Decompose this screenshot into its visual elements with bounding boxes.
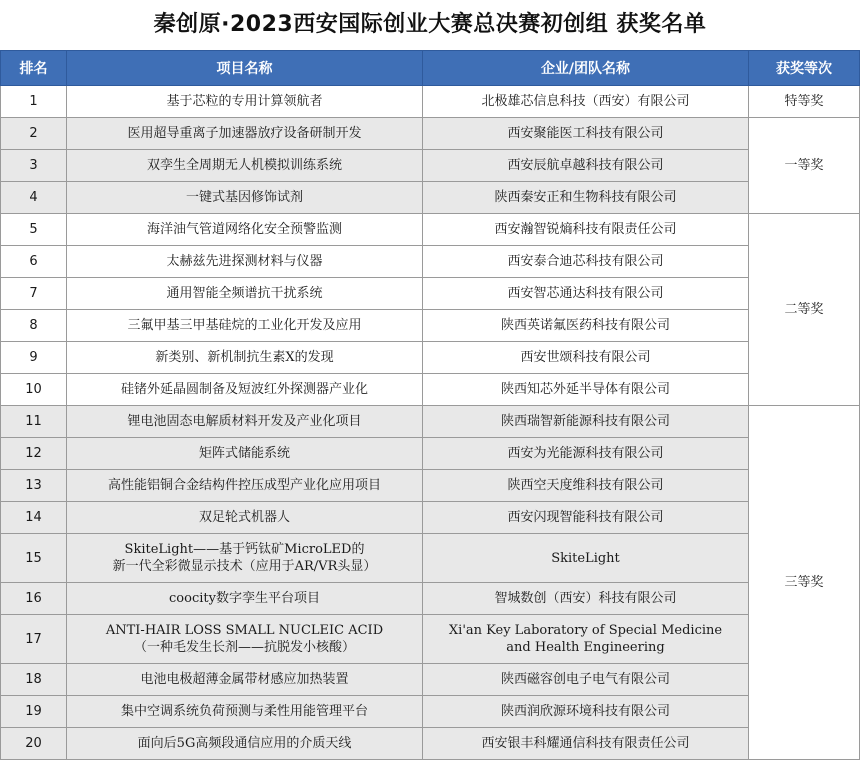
company-cell: 西安智芯通达科技有限公司 [423, 278, 749, 310]
rank-cell: 20 [1, 728, 67, 760]
table-header-row [1, 51, 860, 86]
rank-cell: 19 [1, 696, 67, 728]
table-row [1, 534, 860, 583]
project-cell: coocity数字孪生平台项目 [67, 583, 423, 615]
rank-cell: 1 [1, 86, 67, 118]
project-cell [67, 615, 423, 664]
project-cell: 海洋油气管道网络化安全预警监测 [67, 214, 423, 246]
rank-cell: 10 [1, 374, 67, 406]
table-row [1, 502, 860, 534]
project-cell: 电池电极超薄金属带材感应加热装置 [67, 664, 423, 696]
company-cell: 西安泰合迪芯科技有限公司 [423, 246, 749, 278]
table-row [1, 664, 860, 696]
project-line: ANTI-HAIR LOSS SMALL NUCLEIC ACID [105, 623, 384, 638]
company-cell: 北极雄芯信息科技（西安）有限公司 [423, 86, 749, 118]
header-rank: 排名 [1, 51, 67, 86]
rank-cell: 12 [1, 438, 67, 470]
project-cell: 双孪生全周期无人机模拟训练系统 [67, 150, 423, 182]
award-special: 特等奖 [749, 86, 860, 118]
company-cell: 智城数创（西安）科技有限公司 [423, 583, 749, 615]
table-row [1, 583, 860, 615]
company-cell: 陕西知芯外延半导体有限公司 [423, 374, 749, 406]
table-row [1, 374, 860, 406]
rank-cell: 11 [1, 406, 67, 438]
project-line: SkiteLight——基于钙钛矿MicroLED的 [124, 542, 365, 557]
award-second: 二等奖 [749, 214, 860, 406]
award-third: 三等奖 [749, 406, 860, 760]
rank-cell: 2 [1, 118, 67, 150]
table-row [1, 438, 860, 470]
project-cell: 太赫兹先进探测材料与仪器 [67, 246, 423, 278]
rank-cell: 3 [1, 150, 67, 182]
table-row [1, 406, 860, 438]
header-project: 项目名称 [67, 51, 423, 86]
table-row [1, 86, 860, 118]
table-row [1, 118, 860, 150]
rank-cell: 7 [1, 278, 67, 310]
rank-cell: 18 [1, 664, 67, 696]
project-cell: 通用智能全频谱抗干扰系统 [67, 278, 423, 310]
project-cell: 高性能铝铜合金结构件控压成型产业化应用项目 [67, 470, 423, 502]
table-row [1, 615, 860, 664]
rank-cell: 14 [1, 502, 67, 534]
company-cell: 西安辰航卓越科技有限公司 [423, 150, 749, 182]
rank-cell: 6 [1, 246, 67, 278]
project-cell: 矩阵式储能系统 [67, 438, 423, 470]
table-row [1, 310, 860, 342]
project-cell: 面向后5G高频段通信应用的介质天线 [67, 728, 423, 760]
table-row [1, 246, 860, 278]
company-cell: 陕西瑞智新能源科技有限公司 [423, 406, 749, 438]
header-company: 企业/团队名称 [423, 51, 749, 86]
company-cell: 西安瀚智锐熵科技有限责任公司 [423, 214, 749, 246]
company-cell: 西安闪现智能科技有限公司 [423, 502, 749, 534]
company-cell: 西安银丰科耀通信科技有限责任公司 [423, 728, 749, 760]
company-cell: 陕西空天度维科技有限公司 [423, 470, 749, 502]
project-cell [67, 534, 423, 583]
project-cell: 一键式基因修饰试剂 [67, 182, 423, 214]
table-row [1, 728, 860, 760]
project-cell: 医用超导重离子加速器放疗设备研制开发 [67, 118, 423, 150]
rank-cell: 9 [1, 342, 67, 374]
rank-cell: 15 [1, 534, 67, 583]
project-cell: 双足轮式机器人 [67, 502, 423, 534]
company-cell: 西安为光能源科技有限公司 [423, 438, 749, 470]
table-row [1, 342, 860, 374]
company-cell: 陕西磁容创电子电气有限公司 [423, 664, 749, 696]
table-row [1, 182, 860, 214]
table-row [1, 696, 860, 728]
header-award: 获奖等次 [749, 51, 860, 86]
project-line: （一种毛发生长剂——抗脱发小核酸） [133, 640, 355, 655]
company-cell: SkiteLight [423, 534, 749, 583]
page-title: 秦创原·2023西安国际创业大赛总决赛初创组 获奖名单 [153, 12, 707, 37]
project-cell: 三氟甲基三甲基硅烷的工业化开发及应用 [67, 310, 423, 342]
rank-cell: 13 [1, 470, 67, 502]
table-row [1, 278, 860, 310]
company-cell: 陕西英诺氟医药科技有限公司 [423, 310, 749, 342]
company-cell: 陕西润欣源环境科技有限公司 [423, 696, 749, 728]
rank-cell: 16 [1, 583, 67, 615]
rank-cell: 8 [1, 310, 67, 342]
rank-cell: 5 [1, 214, 67, 246]
award-first: 一等奖 [749, 118, 860, 214]
company-line: and Health Engineering [506, 640, 665, 655]
rank-cell: 4 [1, 182, 67, 214]
project-cell: 新类别、新机制抗生素X的发现 [67, 342, 423, 374]
company-line: Xi'an Key Laboratory of Special Medicine [448, 623, 723, 638]
company-cell: 西安聚能医工科技有限公司 [423, 118, 749, 150]
company-cell: 西安世颂科技有限公司 [423, 342, 749, 374]
awards-table [0, 50, 860, 760]
table-row [1, 214, 860, 246]
project-cell: 硅锗外延晶圆制备及短波红外探测器产业化 [67, 374, 423, 406]
rank-cell: 17 [1, 615, 67, 664]
project-cell: 基于芯粒的专用计算领航者 [67, 86, 423, 118]
table-row [1, 150, 860, 182]
company-cell [423, 615, 749, 664]
table-row [1, 470, 860, 502]
project-cell: 集中空调系统负荷预测与柔性用能管理平台 [67, 696, 423, 728]
project-cell: 锂电池固态电解质材料开发及产业化项目 [67, 406, 423, 438]
project-line: 新一代全彩微显示技术（应用于AR/VR头显） [112, 559, 377, 574]
company-cell: 陕西秦安正和生物科技有限公司 [423, 182, 749, 214]
